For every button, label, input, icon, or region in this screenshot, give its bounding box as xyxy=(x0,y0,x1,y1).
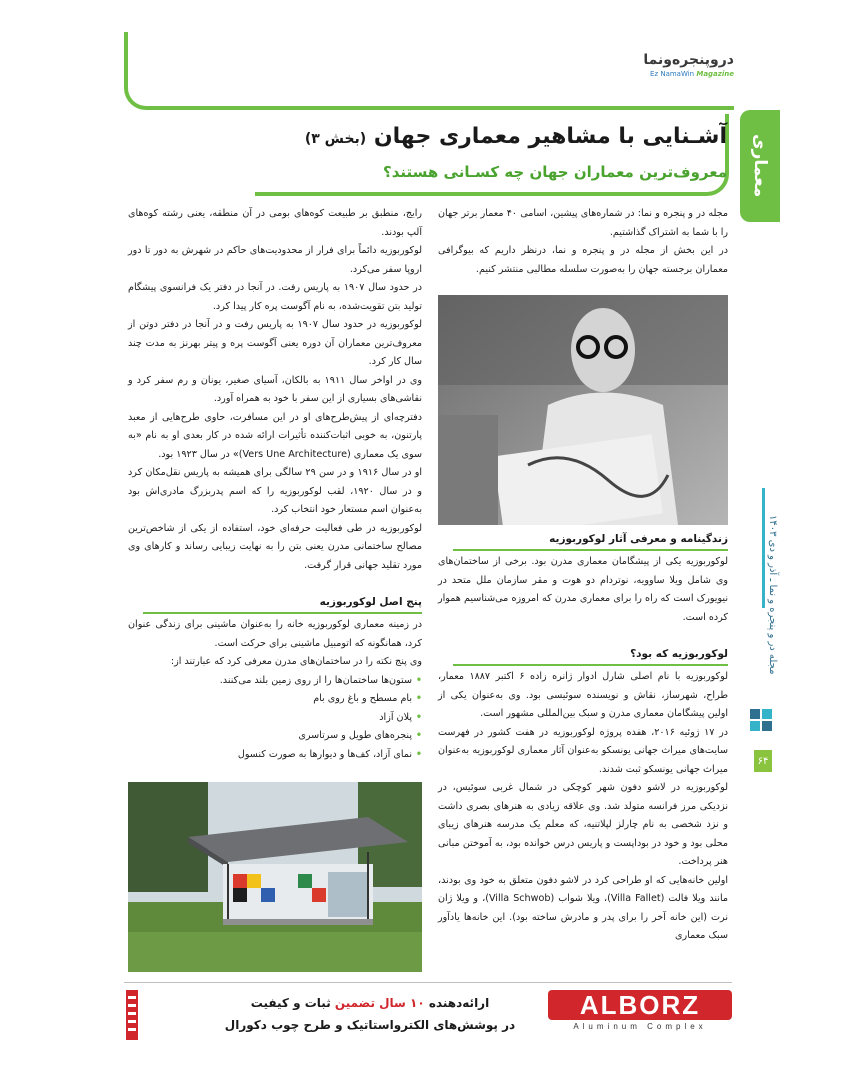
paragraph: او در سال ۱۹۱۶ و در سن ۲۹ سالگی برای همیشه به پاریس نقل‌مکان کرد و در سال ۱۹۲۰، لقب لوکوربوزیه را که اسم پدربزرگ مادری‌اش بود به‌عنوان اسم مستعار خود انتخاب کرد. xyxy=(128,467,423,515)
logo-text-fa: دروپنجره‌ونما xyxy=(643,52,734,68)
page-title xyxy=(305,124,727,149)
le-corbusier-portrait-image xyxy=(438,295,728,525)
intro-paragraph: در این بخش از مجله در و پنجره و نما، درنظر داریم که بیوگرافی معماران برجسته جهان را به‌صورت سلسله مطالبی منتشر کنیم. xyxy=(438,245,728,275)
intro-paragraph: مجله در و پنجره و نما: در شماره‌های پیشین، اسامی ۴۰ معمار برتر جهان را با شما به اشتراک گذاشتیم. xyxy=(438,208,728,238)
section-heading-biography: زندگینامه و معرفی آثار لوکوربوزیه xyxy=(438,530,728,553)
paragraph: لوکوربوزیه در طی فعالیت حرفه‌ای خود، استفاده از یکی از شاخص‌ترین مصالح ساختمانی مدرن یعنی بتن را به نهایت زیبایی رساند و کارهای وی مورد تقلید جهانی قرار گرفت. xyxy=(128,522,422,571)
paragraph: در زمینه معماری لوکوربوزیه خانه را به‌عنوان ماشینی برای زندگی عنوان کرد، همانگونه که اتومبیل ماشینی برای حرکت است. xyxy=(128,619,422,649)
paragraph: لوکوربوزیه در لاشو دفون شهر کوچکی در شمال غربی سوئیس، در نزدیکی مرز فرانسه متولد شد. وی علاقه زیادی به هنرهای بصری داشت و نزد شخصی به نام چارلز لپلاتنیه، که معلم یک مدرسه هنرهای زیبای محلی بود و خود در بوداپست و پاریس درس خوانده بود، به آموختن مبانی هنر پرداخت. xyxy=(438,782,728,867)
logo-text-en: Ez NamaWin Magazine xyxy=(650,70,734,78)
title-text: آشـنایی با مشاهیر معماری جهان xyxy=(373,124,727,149)
section-heading-five-points: پنج اصل لوکوربوزیه xyxy=(128,593,422,616)
list-item: • بام مسطح و باغ روی بام xyxy=(128,690,422,709)
pavilion-building-image xyxy=(128,782,422,972)
list-item: • پنجره‌های طویل و سرتاسری xyxy=(128,727,422,746)
brand-name: ALBORZ xyxy=(548,990,732,1020)
footer-line-1: ارائه‌دهنده ۱۰ سال تضمین ثبات و کیفیت xyxy=(250,996,490,1010)
section-tab xyxy=(740,110,780,222)
footer-advert-text xyxy=(215,992,525,1036)
list-item: • نمای آزاد، کف‌ها و دیوارها به صورت کنسول xyxy=(128,746,422,765)
footer-line-2: در پوشش‌های الکترواستاتیک و طرح چوب دکورال xyxy=(224,1018,516,1032)
left-column xyxy=(128,205,422,764)
right-column xyxy=(438,205,728,279)
list-item: • ستون‌ها ساختمان‌ها را از روی زمین بلند می‌کنند. xyxy=(128,672,422,691)
paragraph: در ۱۷ ژوئیه ۲۰۱۶، هفده پروژه لوکوربوزیه در هفت کشور در فهرست سایت‌های میراث جهانی یونسکو به‌عنوان آثار معماری لوکوربوزیه به‌عنوان میراث جهانی یونسکو ثبت شدند. xyxy=(438,726,729,775)
magazine-emblem-icon xyxy=(748,705,776,735)
paragraph: رایج، منطبق بر طبیعت کوه‌های بومی در آن منطقه، یعنی رشته کوه‌های آلپ بودند. xyxy=(128,208,422,238)
paragraph: لوکوربوزیه دائماً برای فرار از محدودیت‌های حاکم در شهرش به دور تا دور اروپا سفر می‌کرد. xyxy=(128,245,422,275)
magazine-issue-info: مجله در و پنجره و نما ـ آذر و دی ۱۴۰۳ xyxy=(767,515,778,675)
paragraph: وی در اواخر سال ۱۹۱۱ به بالکان، آسیای صغیر، یونان و رم سفر کرد و نقاشی‌های بسیاری از این سفر با خود به همراه آورد. xyxy=(128,374,423,404)
title-part: (بخش ۳) xyxy=(304,131,367,147)
section-heading-who: لوکوربوزیه که بود؟ xyxy=(438,645,728,668)
paragraph: لوکوربوزیه در حدود سال ۱۹۰۷ به پاریس رفت و در آنجا در دفتر دوتن از معروف‌ترین معماران آن دوره یعنی آگوست پره و پیتر بهرنز به مدت چند سال کار کرد. xyxy=(128,319,422,367)
paragraph: لوکوربوزیه با نام اصلی شارل ادوار ژانره زاده ۶ اکتبر ۱۸۸۷ معمار، طراح، شهرساز، نقاش و نویسنده سوئیسی بود. وی به‌عنوان یکی از اولین پیشگامان معماری مدرن و سبک بین‌المللی مشهور است. xyxy=(438,671,729,719)
paragraph: دفترچه‌ای از پیش‌طرح‌های او در این مسافرت، حاوی طرح‌هایی از معبد پارتنون، به خوبی اثبات‌کننده تأثیرات ارائه شده در کار بعدی او به نام «به سوی یک معماری (Vers Une Architecture)» در سال ۱۹۲۳ بود. xyxy=(128,411,422,460)
paragraph: وی پنج نکته را در ساختمان‌های مدرن معرفی کرد که عبارتند از: xyxy=(170,656,422,667)
right-column-sections xyxy=(438,530,728,946)
paragraph: در حدود سال ۱۹۰۷ به پاریس رفت. در آنجا در دفتر یک فرانسوی پیشگام تولید بتن تقویت‌شده، به نام آگوست پره کار پیدا کرد. xyxy=(128,282,422,312)
alborz-vertical-logo-icon xyxy=(124,990,140,1040)
list-item: • پلان آزاد xyxy=(128,709,422,728)
paragraph: اولین خانه‌هایی که او طراحی کرد در لاشو دفون متعلق به خود وی بودند، مانند ویلا فالت (Villa Fallet)، ویلا شواب (Villa Schwob)، و ویلا ژان نرت (این خانه آخر را برای پدر و مادرش ساخته بود). این خانه‌ها یادآور سبک معماری xyxy=(438,874,728,941)
page-subtitle: معروف‌ترین معماران جهان چه کسـانی هستند؟ xyxy=(383,163,727,181)
page-number: ۶۴ xyxy=(754,750,772,772)
alborz-logo xyxy=(548,990,732,1034)
magazine-logo xyxy=(614,52,734,78)
section-tab-label: معماری xyxy=(750,134,770,198)
five-points-list xyxy=(128,672,422,765)
paragraph: لوکوربوزیه یکی از پیشگامان معماری مدرن بود. برخی از ساختمان‌های وی شامل ویلا ساوویه، نوتردام دو هوت و مقر سازمان ملل متحد در نیویورک است که راه را برای معماری مدرن که امروزه می‌شناسیم هموار کرده است. xyxy=(438,556,728,623)
brand-tagline: Aluminum Complex xyxy=(573,1022,707,1031)
footer-divider xyxy=(124,982,732,983)
